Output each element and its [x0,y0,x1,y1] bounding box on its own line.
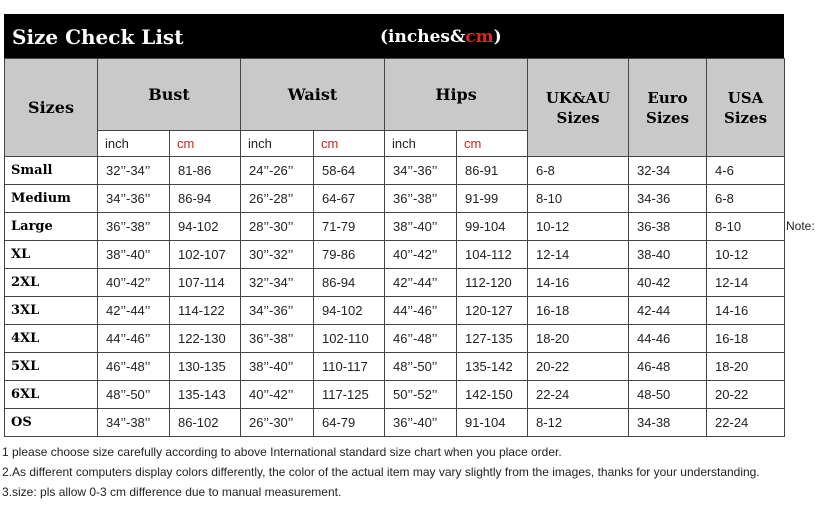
cell-waist-cm: 79-86 [314,241,385,269]
table-row [5,353,785,381]
cell-ukau: 20-22 [528,353,629,381]
note-line-2: 2.As different computers display colors differently, the color of the actual item may vary slightly from the images, thanks for your understanding. [2,465,760,479]
header-sizes: Sizes [5,59,98,157]
table-row [5,157,785,185]
cell-waist-cm: 86-94 [314,269,385,297]
cell-bust-cm: 135-143 [170,381,241,409]
cell-size: 5XL [5,353,98,381]
subheader-bust-cm: cm [170,131,241,157]
cell-bust-cm: 107-114 [170,269,241,297]
cell-usa: 10-12 [707,241,785,269]
note-line-3: 3.size: pls allow 0-3 cm difference due to manual measurement. [2,485,342,499]
cell-waist-cm: 64-79 [314,409,385,437]
cell-waist-in: 26’’-30’’ [241,409,314,437]
unit-open: (inches& [380,27,466,47]
cell-bust-in: 36’’-38’’ [98,213,170,241]
cell-usa: 20-22 [707,381,785,409]
cell-waist-cm: 117-125 [314,381,385,409]
subheader-hips-cm: cm [457,131,528,157]
header-euro-line1: Euro [647,88,688,107]
table-row [5,213,785,241]
cell-bust-cm: 86-102 [170,409,241,437]
cell-bust-cm: 81-86 [170,157,241,185]
cell-hips-cm: 91-99 [457,185,528,213]
table-row [5,269,785,297]
table-row [5,241,785,269]
cell-usa: 22-24 [707,409,785,437]
cell-waist-in: 30’’-32’’ [241,241,314,269]
cell-ukau: 8-10 [528,185,629,213]
cell-waist-in: 28’’-30’’ [241,213,314,241]
cell-euro: 44-46 [629,325,707,353]
cell-waist-in: 36’’-38’’ [241,325,314,353]
cell-hips-cm: 112-120 [457,269,528,297]
chart-title: Size Check List [12,25,184,49]
table-row [5,297,785,325]
cell-waist-in: 40’’-42’’ [241,381,314,409]
header-waist: Waist [241,59,385,131]
cell-hips-cm: 127-135 [457,325,528,353]
cell-euro: 36-38 [629,213,707,241]
cell-ukau: 16-18 [528,297,629,325]
cell-bust-in: 42’’-44’’ [98,297,170,325]
size-rows [5,157,785,437]
cell-bust-cm: 130-135 [170,353,241,381]
cell-waist-cm: 71-79 [314,213,385,241]
cell-euro: 38-40 [629,241,707,269]
unit-cm: cm [465,27,494,47]
header-bust: Bust [98,59,241,131]
cell-hips-cm: 120-127 [457,297,528,325]
header-usa-line1: USA [727,88,764,107]
subheader-waist-inch: inch [241,131,314,157]
table-row [5,381,785,409]
cell-hips-in: 40’’-42’’ [385,241,457,269]
cell-ukau: 22-24 [528,381,629,409]
cell-waist-cm: 102-110 [314,325,385,353]
cell-hips-in: 36’’-40’’ [385,409,457,437]
cell-bust-cm: 114-122 [170,297,241,325]
title-bar [4,14,784,58]
notes-block [2,442,760,502]
cell-waist-in: 34’’-36’’ [241,297,314,325]
cell-bust-in: 34’’-38’’ [98,409,170,437]
cell-bust-in: 44’’-46’’ [98,325,170,353]
cell-hips-cm: 99-104 [457,213,528,241]
cell-usa: 6-8 [707,185,785,213]
cell-bust-cm: 102-107 [170,241,241,269]
cell-euro: 40-42 [629,269,707,297]
cell-euro: 46-48 [629,353,707,381]
cell-euro: 48-50 [629,381,707,409]
cell-bust-in: 48’’-50’’ [98,381,170,409]
cell-bust-in: 38’’-40’’ [98,241,170,269]
cell-ukau: 12-14 [528,241,629,269]
cell-hips-in: 44’’-46’’ [385,297,457,325]
cell-hips-in: 46’’-48’’ [385,325,457,353]
cell-size: Large [5,213,98,241]
cell-waist-in: 32’’-34’’ [241,269,314,297]
cell-euro: 34-36 [629,185,707,213]
cell-hips-cm: 135-142 [457,353,528,381]
unit-close: ) [493,27,502,47]
cell-ukau: 18-20 [528,325,629,353]
unit-label [380,27,502,47]
cell-ukau: 10-12 [528,213,629,241]
subheader-hips-inch: inch [385,131,457,157]
table-row [5,185,785,213]
cell-euro: 32-34 [629,157,707,185]
cell-usa: 16-18 [707,325,785,353]
header-euro-line2: Sizes [646,108,690,127]
cell-waist-cm: 94-102 [314,297,385,325]
cell-ukau: 14-16 [528,269,629,297]
table-row [5,409,785,437]
cell-hips-in: 36’’-38’’ [385,185,457,213]
cell-size: Small [5,157,98,185]
table-row [5,325,785,353]
cell-bust-in: 32’’-34’’ [98,157,170,185]
cell-bust-cm: 94-102 [170,213,241,241]
cell-waist-in: 38’’-40’’ [241,353,314,381]
cell-usa: 12-14 [707,269,785,297]
cell-hips-cm: 86-91 [457,157,528,185]
header-usa [707,59,785,157]
subheader-waist-cm: cm [314,131,385,157]
cell-size: OS [5,409,98,437]
header-ukau-line2: Sizes [556,108,600,127]
cell-hips-in: 50’’-52’’ [385,381,457,409]
cell-hips-in: 42’’-44’’ [385,269,457,297]
size-table [4,58,785,437]
size-chart [4,14,784,437]
cell-size: 6XL [5,381,98,409]
cell-usa: 8-10 [707,213,785,241]
cell-usa: 14-16 [707,297,785,325]
header-usa-line2: Sizes [724,108,768,127]
cell-waist-cm: 110-117 [314,353,385,381]
cell-bust-in: 46’’-48’’ [98,353,170,381]
note-line-1: 1 please choose size carefully according to above International standard size chart when you place order. [2,445,562,459]
cell-waist-cm: 64-67 [314,185,385,213]
header-hips: Hips [385,59,528,131]
header-ukau-line1: UK&AU [545,88,611,107]
cell-ukau: 6-8 [528,157,629,185]
cell-bust-in: 40’’-42’’ [98,269,170,297]
cell-euro: 34-38 [629,409,707,437]
cell-hips-cm: 142-150 [457,381,528,409]
header-ukau [528,59,629,157]
cell-hips-in: 34’’-36’’ [385,157,457,185]
cell-size: 2XL [5,269,98,297]
cell-waist-in: 24’’-26’’ [241,157,314,185]
side-note: Note: [786,219,815,233]
subheader-bust-inch: inch [98,131,170,157]
cell-size: XL [5,241,98,269]
cell-usa: 18-20 [707,353,785,381]
cell-hips-cm: 104-112 [457,241,528,269]
header-euro [629,59,707,157]
cell-hips-in: 48’’-50’’ [385,353,457,381]
cell-usa: 4-6 [707,157,785,185]
cell-waist-in: 26’’-28’’ [241,185,314,213]
cell-size: 3XL [5,297,98,325]
cell-bust-in: 34’’-36’’ [98,185,170,213]
cell-hips-in: 38’’-40’’ [385,213,457,241]
cell-bust-cm: 86-94 [170,185,241,213]
cell-waist-cm: 58-64 [314,157,385,185]
cell-hips-cm: 91-104 [457,409,528,437]
cell-size: 4XL [5,325,98,353]
cell-euro: 42-44 [629,297,707,325]
cell-ukau: 8-12 [528,409,629,437]
cell-size: Medium [5,185,98,213]
cell-bust-cm: 122-130 [170,325,241,353]
